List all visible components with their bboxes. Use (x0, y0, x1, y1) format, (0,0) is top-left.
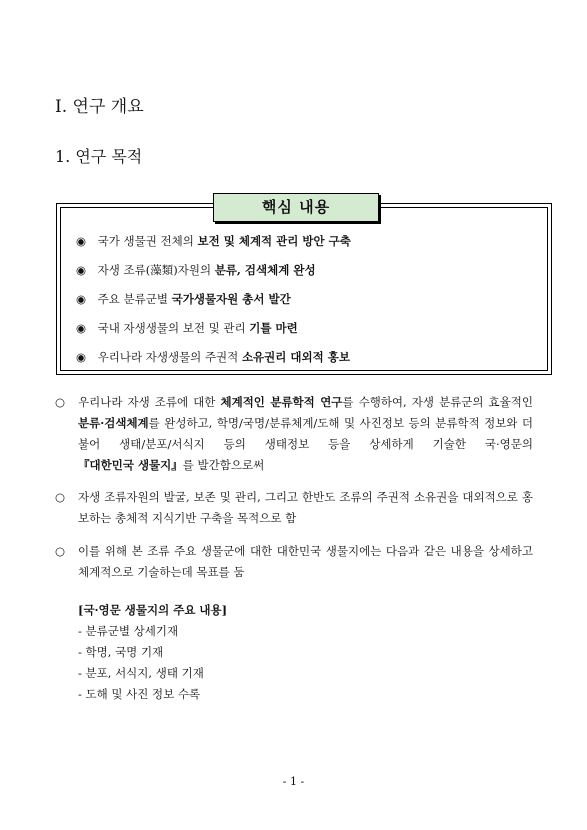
key-item-emphasis: 기틀 마련 (249, 321, 298, 335)
paragraph-text: 이를 위해 본 조류 주요 생물군에 대한 대한민국 생물지에는 다음과 같은 내용을 상세하고 체계적으로 기술하는데 목표를 둠 (78, 544, 533, 579)
content-list-item: - 분포, 서식지, 생태 기재 (78, 666, 204, 680)
target-bullet-icon: ◉ (76, 350, 87, 364)
paragraph-emphasis: 분류·검색체계 (78, 416, 149, 430)
content-list-heading: [국·영문 생물지의 주요 내용] (78, 603, 228, 617)
content-list (78, 600, 227, 705)
key-item-text: 주요 분류군별 (97, 292, 172, 306)
key-item-text: 자생 조류(藻類)자원의 (97, 263, 215, 277)
circle-bullet-icon: ○ (55, 490, 66, 504)
paragraph-body (78, 487, 533, 529)
paragraph (55, 392, 533, 476)
paragraph-emphasis: 체계적인 분류학적 연구 (220, 395, 343, 409)
key-item-text: 국가 생물권 전체의 (97, 234, 198, 248)
target-bullet-icon: ◉ (76, 234, 87, 248)
paragraph-text: 를 발간함으로써 (182, 458, 265, 472)
paragraph (55, 541, 533, 583)
key-item (76, 233, 351, 249)
paragraph-emphasis: 『대한민국 생물지』 (78, 458, 183, 472)
key-item (76, 262, 316, 278)
content-list-item: - 학명, 국명 기재 (78, 645, 164, 659)
key-content-box-inner (60, 207, 548, 371)
paragraph-body (78, 541, 533, 583)
key-item (76, 349, 350, 365)
key-item-emphasis: 국가생물자원 총서 발간 (171, 292, 291, 306)
target-bullet-icon: ◉ (76, 321, 87, 335)
target-bullet-icon: ◉ (76, 292, 87, 306)
circle-bullet-icon: ○ (55, 395, 66, 409)
key-item-emphasis: 분류, 검색체계 완성 (214, 263, 316, 277)
subsection-title: 1. 연구 목적 (55, 147, 143, 166)
content-list-item: - 분류군별 상세기재 (78, 624, 179, 638)
content-list-item: - 도해 및 사진 정보 수록 (78, 687, 201, 701)
paragraph-text: 자생 조류자원의 발굴, 보존 및 관리, 그리고 한반도 조류의 주권적 소유권을 대외적으로 홍보하는 총체적 지식기반 구축을 목적으로 함 (78, 490, 533, 525)
key-content-title: 핵심 내용 (213, 193, 379, 222)
key-item-text: 국내 자생생물의 보전 및 관리 (97, 321, 250, 335)
page-number: - 1 - (282, 775, 305, 788)
paragraph-text: 우리나라 자생 조류에 대한 (78, 395, 221, 409)
key-item (76, 320, 298, 336)
paragraph-body (78, 392, 533, 476)
key-item (76, 291, 291, 307)
key-item-emphasis: 소유권리 대외적 홍보 (241, 350, 350, 364)
circle-bullet-icon: ○ (55, 544, 66, 558)
key-item-emphasis: 보전 및 체계적 관리 방안 구축 (197, 234, 351, 248)
paragraph (55, 487, 533, 529)
key-item-text: 우리나라 자생생물의 주권적 (97, 350, 242, 364)
paragraph-text: 를 완성하고, 학명/국명/분류체계/도해 및 사진정보 등의 분류학적 정보와 더불어 생태/분포/서식지 등의 생태정보 등을 상세하게 기술한 국·영문의 (78, 416, 533, 451)
target-bullet-icon: ◉ (76, 263, 87, 277)
paragraph-text: 를 수행하여, 자생 분류군의 효율적인 (342, 395, 533, 409)
section-title: I. 연구 개요 (55, 97, 144, 117)
